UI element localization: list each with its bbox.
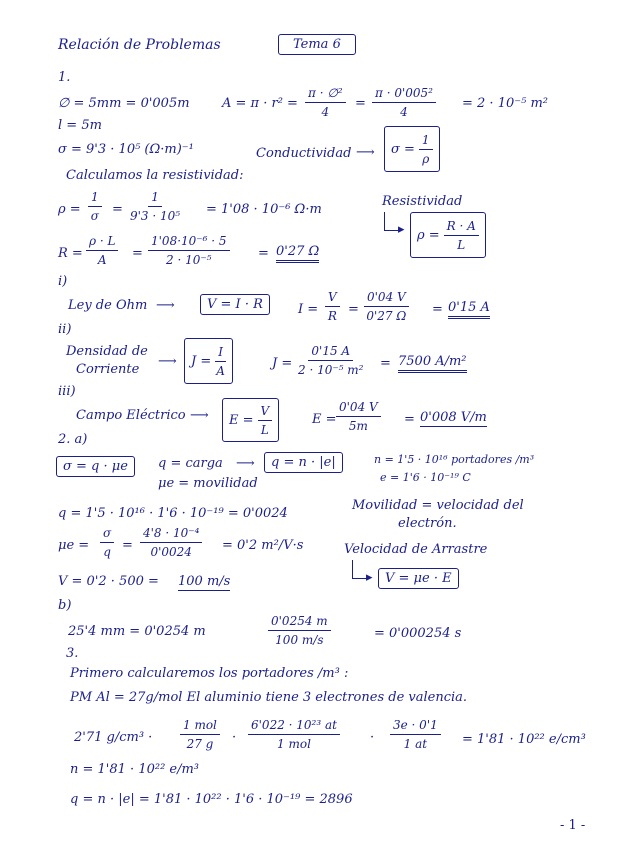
E-fraction: $\frac{0'04 V}{5m}$: [336, 400, 381, 433]
topic-box: [278, 34, 356, 55]
eq-sign: =: [122, 538, 133, 553]
page-number: - 1 -: [560, 818, 586, 833]
n-result: n = 1'81 · 10²² e/m³: [70, 762, 200, 777]
conductivity-box: σ = $\frac{1}{\rho}$: [384, 126, 440, 172]
rho-fraction-2: $\frac{1}{\text{9'3 · 10⁵}}$: [130, 190, 181, 223]
part-b-label: b): [58, 598, 72, 613]
density-value: 2'71 g/cm³ ·: [74, 730, 153, 745]
mu-fraction-2: $\frac{\text{4'8 · 10⁻⁴}}{0'0024}$: [140, 526, 202, 559]
arrow-right-icon: ▸: [366, 570, 373, 585]
problem-2-number: 2. a): [58, 432, 88, 447]
J-result: 7500 A/m²: [398, 354, 467, 373]
mu-definition: μe = movilidad: [158, 476, 258, 491]
dot: ·: [370, 730, 375, 745]
I-result: 0'15 A: [448, 300, 490, 319]
doc-title: Relación de Problemas: [58, 37, 221, 53]
R-fraction-2: $\frac{\text{1'08·10⁻⁶ · 5}}{\text{2 · 10⁻⁵}}$: [148, 234, 230, 267]
p3-intro: Primero calcularemos los portadores /m³ :: [70, 666, 349, 681]
arrow-right-icon: ⟶: [158, 354, 177, 369]
problem-1-number: 1.: [58, 70, 71, 85]
resistivity-intro: Calculamos la resistividad:: [66, 168, 244, 183]
q-result: q = n · |e| = 1'81 · 10²² · 1'6 · 10⁻¹⁹ = 2896: [70, 792, 353, 807]
sigma-value: σ = 9'3 · 10⁵ (Ω·m)⁻¹: [58, 142, 194, 157]
eq-sign: =: [348, 302, 359, 317]
field-label: Campo Eléctrico: [76, 408, 186, 423]
arrow-right-icon: ⟶: [356, 145, 375, 160]
conductivity-label: Conductividad: [256, 146, 352, 161]
R-lhs: R =: [58, 246, 83, 261]
rho-result: = 1'08 · 10⁻⁶ Ω·m: [206, 202, 322, 217]
eq-sign: =: [404, 412, 415, 427]
R-result: 0'27 Ω: [276, 244, 319, 263]
R-fraction-1: $\frac{\rho \cdot L}{A}$: [86, 234, 118, 267]
mu-fraction-1: $\frac{\sigma}{q}$: [100, 526, 114, 559]
mu-result: = 0'2 m²/V·s: [222, 538, 304, 553]
E-result: 0'008 V/m: [420, 410, 487, 425]
eq-sign: =: [380, 356, 391, 371]
topic-label: Tema 6: [293, 37, 341, 52]
v-calc-lhs: V = 0'2 · 500 =: [58, 574, 159, 589]
part-iii-label: iii): [58, 384, 76, 399]
mu-lhs: μe =: [58, 538, 90, 553]
density-label-1: Densidad de: [66, 344, 148, 359]
density-box: J = $\frac{I}{A}$: [184, 338, 233, 384]
p3-fraction-1: 1 mol 27 g: [180, 718, 220, 751]
q-definition: q = carga: [158, 456, 223, 471]
density-label-2: Corriente: [76, 362, 140, 377]
arrow-right-icon: ⟶: [236, 456, 255, 471]
eq-sign: =: [132, 246, 143, 261]
ohm-label: Ley de Ohm: [68, 298, 148, 313]
dot: ·: [232, 730, 237, 745]
J-lhs: J =: [272, 356, 293, 371]
resistivity-box: ρ = $\frac{R \cdot A}{L}$: [410, 212, 486, 258]
area-result: = 2 · 10⁻⁵ m²: [462, 96, 548, 111]
I-fraction-1: $\frac{V}{R}$: [325, 290, 340, 323]
mobility-text-2: electrón.: [398, 516, 457, 531]
part-ii-label: ii): [58, 322, 72, 337]
rho-fraction-1: $\frac{1}{\sigma}$: [88, 190, 102, 223]
ohm-box: V = I · R: [200, 294, 270, 315]
q-calculation: q = 1'5 · 10¹⁶ · 1'6 · 10⁻¹⁹ = 0'0024: [58, 506, 288, 521]
b-fraction: $\frac{0'0254 m}{100 m/s}$: [268, 614, 331, 647]
p3-fraction-2: 6'022 · 10²³ at 1 mol: [248, 718, 340, 751]
part-i-label: i): [58, 274, 68, 289]
e-value: e = 1'6 · 10⁻¹⁹ C: [380, 471, 471, 484]
drift-box: V = μe · E: [378, 568, 459, 589]
b-result: = 0'000254 s: [374, 626, 462, 641]
problem-3-number: 3.: [66, 646, 79, 661]
b-conversion: 25'4 mm = 0'0254 m: [68, 624, 206, 639]
length: l = 5m: [58, 118, 102, 133]
field-box: E = $\frac{V}{L}$: [222, 398, 279, 442]
area-lhs: A = π · r² =: [222, 96, 298, 111]
eq-sign: =: [258, 246, 269, 261]
I-fraction-2: $\frac{0'04 V}{0'27 \Omega}$: [364, 290, 409, 323]
I-lhs: I =: [298, 302, 319, 317]
n-value: n = 1'5 · 10¹⁶ portadores /m³: [374, 453, 535, 466]
area-fraction-1: $\frac{\text{π · ∅²}}{4}$: [305, 86, 346, 119]
diameter: ∅ = 5mm = 0'005m: [58, 96, 190, 111]
p3-calc-result: = 1'81 · 10²² e/cm³: [462, 732, 586, 747]
area-fraction-2: $\frac{\text{π · 0'005²}}{4}$: [372, 86, 436, 119]
J-fraction: $\frac{0'15 A}{\text{2 · 10⁻⁵ m²}}$: [298, 344, 364, 377]
eq-sign: =: [432, 302, 443, 317]
q-formula-box: q = n · |e|: [264, 452, 343, 473]
rho-lhs: ρ =: [58, 202, 81, 217]
eq-sign: =: [355, 96, 366, 111]
sigma-formula-box: σ = q · μe: [56, 456, 135, 477]
p3-molar-mass: PM Al = 27g/mol El aluminio tiene 3 electrones de valencia.: [70, 690, 468, 705]
p3-fraction-3: $\frac{3e \cdot 0'1}{1 at}$: [390, 718, 441, 751]
v-result: 100 m/s: [178, 574, 231, 589]
arrow-right-icon: ▸: [398, 222, 405, 237]
arrow-right-icon: ⟶: [190, 408, 209, 423]
arrow-right-icon: ⟶: [156, 298, 175, 313]
resistivity-label: Resistividad: [382, 194, 463, 209]
drift-label: Velocidad de Arrastre: [344, 542, 488, 557]
E-lhs: E =: [312, 412, 337, 427]
eq-sign: =: [112, 202, 123, 217]
mobility-text-1: Movilidad = velocidad del: [352, 498, 524, 513]
